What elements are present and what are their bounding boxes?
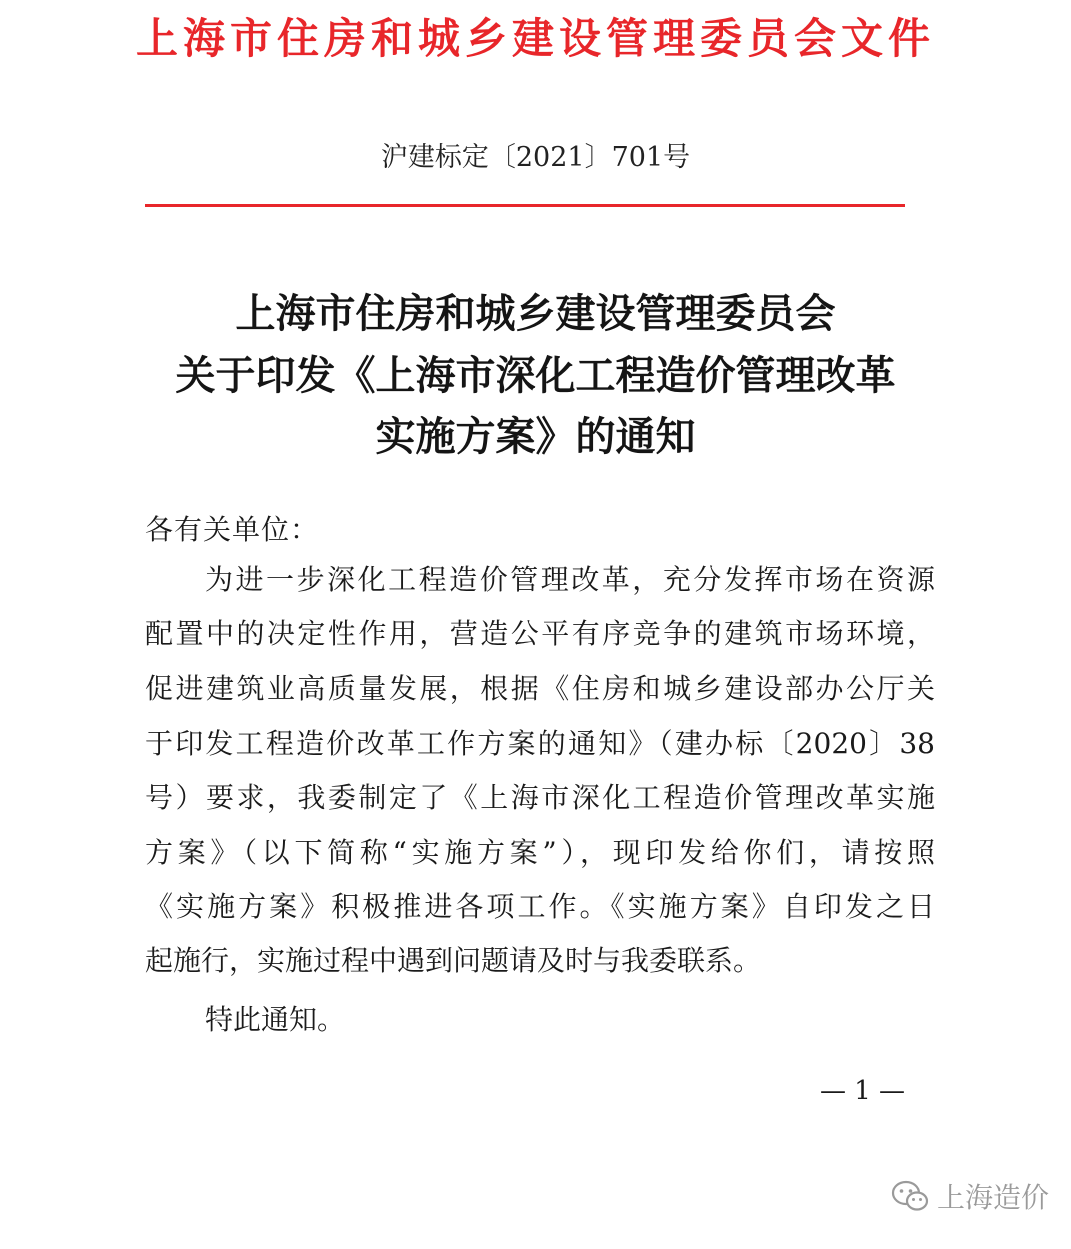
document-title-line-3: 实施方案》的通知	[375, 413, 696, 460]
body-line: 为进一步深化工程造价管理改革，充分发挥市场在资源	[205, 563, 935, 596]
body-line: 方案》（以下简称“实施方案”），现印发给你们，请按照	[145, 836, 935, 869]
body-line: 起施行，实施过程中遇到问题请及时与我委联系。	[145, 944, 762, 977]
document-number: 沪建标定〔2021〕701号	[380, 142, 691, 173]
body-line: 促进建筑业高质量发展，根据《住房和城乡建设部办公厅关	[145, 672, 935, 705]
watermark	[891, 1176, 1049, 1216]
watermark-text: 上海造价	[936, 1181, 1049, 1214]
red-divider-line	[145, 204, 905, 207]
closing-remark: 特此通知。	[205, 1003, 346, 1036]
body-line: 号）要求，我委制定了《上海市深化工程造价管理改革实施	[145, 781, 935, 814]
document-title-line-1: 上海市住房和城乡建设管理委员会	[235, 290, 836, 337]
body-line: 《实施方案》积极推进各项工作。《实施方案》自印发之日	[145, 890, 935, 923]
document-title-line-2: 关于印发《上海市深化工程造价管理改革	[175, 352, 896, 399]
wechat-icon	[891, 1180, 929, 1212]
salutation: 各有关单位：	[145, 513, 320, 546]
body-line: 配置中的决定性作用，营造公平有序竞争的建筑市场环境，	[145, 617, 935, 650]
body-line: 于印发工程造价改革工作方案的通知》（建办标〔2020〕38	[145, 727, 935, 760]
letterhead: 上海市住房和城乡建设管理委员会文件	[135, 14, 935, 63]
page-number: — 1 —	[819, 1076, 906, 1106]
